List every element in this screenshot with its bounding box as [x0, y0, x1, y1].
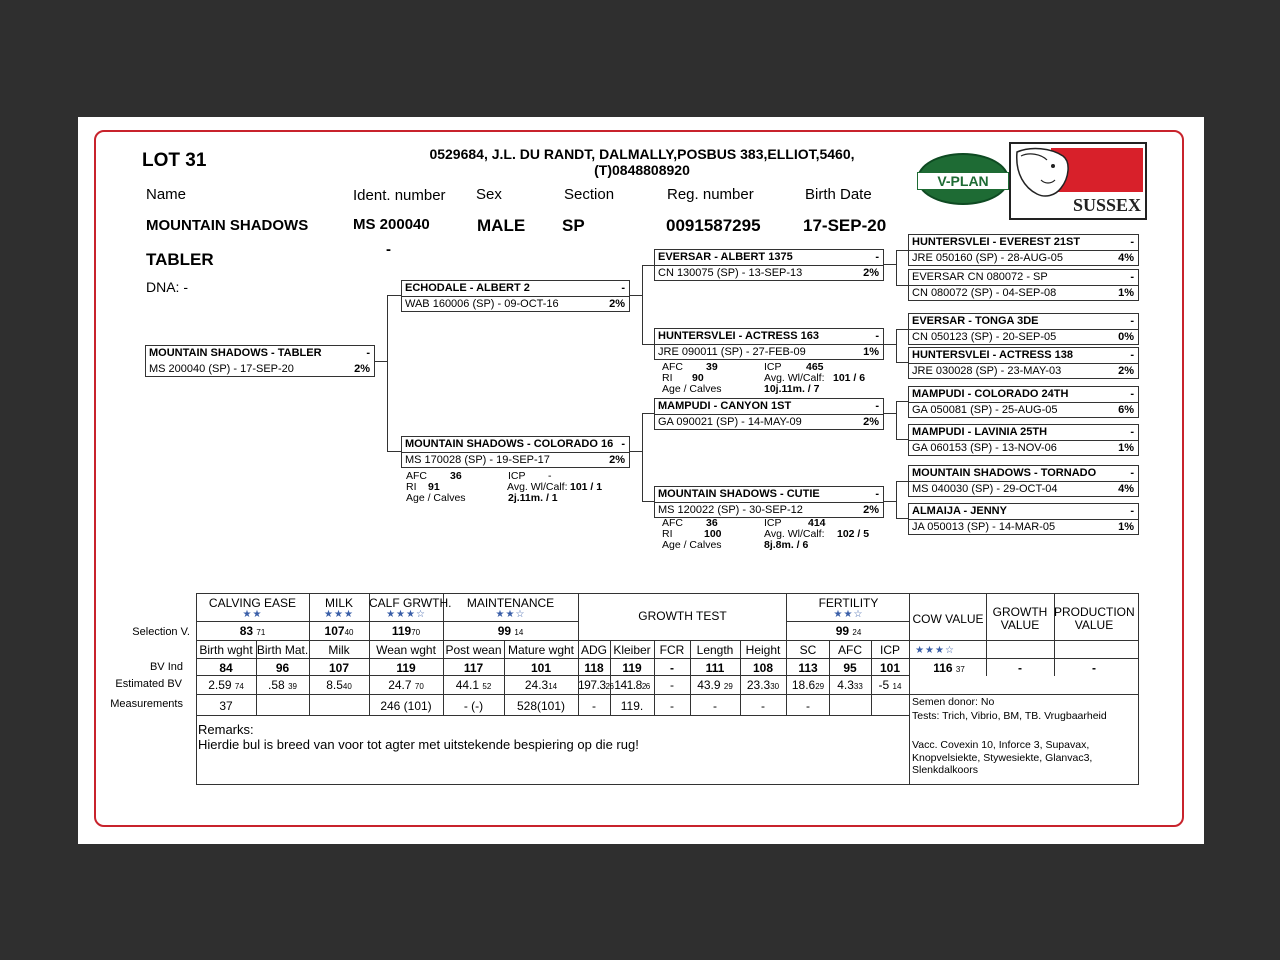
pedigree-g2: EVERSAR CN 080072 - SP - CN 080072 (SP) - 04-SEP-08 1%: [908, 269, 1139, 301]
pedigree-line: [896, 285, 908, 286]
animal-ident: MS 200040: [353, 216, 430, 233]
pedigree-line: [896, 329, 897, 363]
group-milk: MILK: [324, 596, 353, 610]
semen-donor: Semen donor: No: [912, 696, 995, 708]
pedigree-line: [896, 518, 908, 519]
row-label-selection: Selection V.: [132, 626, 190, 638]
tests-text: Tests: Trich, Vibrio, BM, TB. Vrugbaarheid: [912, 710, 1107, 722]
meas-adg: -: [592, 699, 596, 713]
pedigree-line: [896, 250, 908, 251]
breeding-value-table: [196, 593, 1139, 785]
row-label-estimated-bv: Estimated BV: [115, 678, 182, 690]
pedigree-line: [884, 264, 896, 265]
cow-value-stars-icon: ★★★☆: [915, 645, 955, 656]
pedigree-line: [896, 401, 908, 402]
sel-milk: 10740: [324, 624, 354, 638]
remarks-text: Hierdie bul is breed van voor tot agter met uitstekende bespiering op die rug!: [198, 737, 639, 752]
col-birth-mat: Birth Mat.: [256, 643, 309, 657]
pedigree-sire: ECHODALE - ALBERT 2 - WAB 160006 (SP) - 09-OCT-16 2%: [401, 280, 630, 312]
group-production-value: PRODUCTION VALUE: [1054, 605, 1135, 632]
pedigree-line: [642, 265, 654, 266]
group-maintenance: MAINTENANCE: [466, 596, 555, 610]
meas-wean-wght: 246 (101): [380, 699, 432, 713]
label-reg: Reg. number: [667, 186, 754, 203]
bvind-mature-wght: 101: [530, 661, 552, 675]
bvind-cow-value: 116 37: [933, 661, 965, 675]
pedigree-line: [896, 481, 897, 519]
pedigree-line: [642, 344, 654, 345]
bvind-afc: 95: [843, 661, 857, 675]
est-birth-mat: .58 39: [268, 678, 297, 692]
vplan-logo-text: V-PLAN: [917, 172, 1009, 190]
meas-length: -: [713, 699, 717, 713]
col-sc: SC: [799, 643, 817, 657]
col-birth-wght: Birth wght: [199, 643, 253, 657]
pedigree-g3: EVERSAR - TONGA 3DE - CN 050123 (SP) - 20-SEP-05 0%: [908, 313, 1139, 345]
est-fcr: -: [670, 678, 674, 692]
group-calf-growth: CALF GRWTH.: [369, 596, 452, 610]
pedigree-line: [387, 295, 401, 296]
animal-dna: DNA: -: [146, 279, 188, 295]
pedigree-g5: MAMPUDI - COLORADO 24TH - GA 050081 (SP) - 25-AUG-05 6%: [908, 386, 1139, 418]
dam-performance: AFC 36 ICP - RI 91 Avg. Wl/Calf: 101 / 1 Age / Calves 2j.11m. / 1: [406, 470, 603, 504]
animal-section: SP: [562, 216, 585, 235]
pedigree-line: [896, 250, 897, 286]
group-growth-value: GROWTH VALUE: [992, 605, 1048, 632]
maintenance-stars-icon: ★★☆: [495, 609, 526, 620]
meas-kleiber: 119.: [620, 699, 644, 713]
bvind-height: 108: [752, 661, 774, 675]
est-height: 23.330: [746, 678, 780, 692]
col-post-wean: Post wean: [445, 643, 502, 657]
pedigree-line: [896, 481, 908, 482]
label-ident: Ident. number: [353, 187, 446, 204]
meas-fcr: -: [670, 699, 674, 713]
group-cow-value: COW VALUE: [912, 612, 984, 626]
bvind-birth-mat: 96: [275, 661, 290, 675]
owner-line-1: 0529684, J.L. DU RANDT, DALMALLY,POSBUS 383,ELLIOT,5460,: [429, 146, 855, 162]
animal-sex: MALE: [477, 216, 526, 235]
pedigree-line: [630, 295, 642, 296]
row-label-bv-ind: BV Ind: [149, 661, 183, 673]
pedigree-line: [884, 501, 896, 502]
est-kleiber: 141.826: [614, 678, 650, 692]
col-afc: AFC: [838, 643, 862, 657]
bvind-sc: 113: [798, 661, 818, 675]
est-milk: 8.540: [326, 678, 352, 692]
pedigree-line: [630, 451, 642, 452]
owner-line-2: (T)0848808920: [594, 162, 690, 178]
vaccination-text: Vacc. Covexin 10, Inforce 3, Supavax, Knopvelsiekte, Stywesiekte, Glanvac3, Slenkdalkoors: [912, 739, 1093, 776]
pedigree-line: [896, 362, 908, 363]
pedigree-g1: HUNTERSVLEI - EVEREST 21ST - JRE 050160 (SP) - 28-AUG-05 4%: [908, 234, 1139, 266]
group-fertility: FERTILITY: [818, 596, 879, 610]
animal-birth: 17-SEP-20: [803, 216, 887, 235]
pedigree-line: [642, 265, 643, 345]
row-label-measurements: Measurements: [110, 698, 183, 710]
label-section: Section: [564, 186, 615, 203]
pedigree-line: [896, 329, 908, 330]
est-adg: 197.326: [578, 678, 614, 692]
label-sex: Sex: [476, 186, 502, 203]
est-icp: -5 14: [878, 678, 902, 692]
bvind-wean-wght: 119: [396, 661, 416, 675]
milk-stars-icon: ★★★: [324, 609, 354, 620]
group-calving-ease: CALVING EASE: [208, 596, 297, 610]
col-length: Length: [696, 643, 734, 657]
animal-name-2: TABLER: [146, 250, 214, 269]
pedigree-g6: MAMPUDI - LAVINIA 25TH - GA 060153 (SP) - 13-NOV-06 1%: [908, 424, 1139, 456]
bvind-post-wean: 117: [463, 661, 484, 675]
label-birth: Birth Date: [805, 186, 872, 203]
animal-name-1: MOUNTAIN SHADOWS: [146, 217, 309, 234]
col-fcr: FCR: [659, 643, 685, 657]
bvind-icp: 101: [879, 661, 901, 675]
sel-maint: 99 14: [497, 624, 524, 638]
pedigree-line: [642, 413, 654, 414]
col-icp: ICP: [879, 643, 900, 657]
group-growth-test: GROWTH TEST: [638, 609, 727, 623]
fertility-stars-icon: ★★☆: [833, 609, 864, 620]
pedigree-sire-dam: HUNTERSVLEI - ACTRESS 163 - JRE 090011 (SP) - 27-FEB-09 1%: [654, 328, 884, 360]
calf-growth-stars-icon: ★★★☆: [386, 609, 426, 620]
pedigree-line: [387, 451, 401, 452]
bvind-length: 111: [705, 661, 725, 675]
pedigree-line: [896, 401, 897, 440]
bvind-adg: 118: [584, 661, 604, 675]
bvind-milk: 107: [328, 661, 350, 675]
est-length: 43.9 29: [697, 678, 733, 692]
pedigree-dam-sire: MAMPUDI - CANYON 1ST - GA 090021 (SP) - 14-MAY-09 2%: [654, 398, 884, 430]
remarks-label: Remarks:: [198, 722, 254, 737]
owner-details: [402, 146, 882, 178]
sel-calf: 11970: [391, 624, 421, 638]
meas-post-wean: - (-): [463, 699, 484, 713]
meas-mature-wght: 528(101): [516, 699, 566, 713]
est-birth-wght: 2.59 74: [208, 678, 244, 692]
pedigree-g4: HUNTERSVLEI - ACTRESS 138 - JRE 030028 (SP) - 23-MAY-03 2%: [908, 347, 1139, 379]
bvind-fcr: -: [670, 661, 674, 675]
meas-birth-wght: 37: [219, 699, 233, 713]
bvind-kleiber: 119: [622, 661, 642, 675]
sel-calving: 83 71: [239, 624, 266, 638]
pedigree-g8: ALMAIJA - JENNY - JA 050013 (SP) - 14-MAR-05 1%: [908, 503, 1139, 535]
col-mature-wght: Mature wght: [507, 643, 575, 657]
animal-reg: 0091587295: [666, 216, 761, 235]
col-height: Height: [745, 643, 781, 657]
dam-dam-performance: AFC 36 ICP 414 RI 100 Avg. Wl/Calf: 102 / 5 Age / Calves 8j.8m. / 6: [662, 517, 870, 551]
pedigree-line: [642, 413, 643, 502]
pedigree-line: [642, 501, 654, 502]
pedigree-line: [375, 361, 387, 362]
sussex-logo-text: SUSSEX: [1072, 195, 1141, 215]
pedigree-g7: MOUNTAIN SHADOWS - TORNADO - MS 040030 (SP) - 29-OCT-04 4%: [908, 465, 1139, 497]
pedigree-line: [896, 439, 908, 440]
col-milk: Milk: [328, 643, 350, 657]
pedigree-self: MOUNTAIN SHADOWS - TABLER - MS 200040 (SP) - 17-SEP-20 2%: [145, 345, 375, 377]
est-afc: 4.333: [837, 678, 863, 692]
pedigree-line: [884, 344, 896, 345]
est-mature-wght: 24.314: [524, 678, 558, 692]
pedigree-line: [387, 295, 388, 452]
meas-sc: -: [806, 699, 810, 713]
label-name: Name: [146, 186, 187, 203]
meas-height: -: [761, 699, 765, 713]
col-kleiber: Kleiber: [613, 643, 651, 657]
pedigree-dam-dam: MOUNTAIN SHADOWS - CUTIE - MS 120022 (SP) - 30-SEP-12 2%: [654, 486, 884, 518]
sire-dam-performance: AFC 39 ICP 465 RI 90 Avg. Wl/Calf: 101 / 6 Age / Calves 10j.11m. / 7: [662, 361, 866, 395]
lot-number: LOT 31: [142, 150, 207, 171]
vplan-logo: [917, 153, 1009, 205]
sel-fertility: 99 24: [835, 624, 862, 638]
bvind-growth-value: -: [1018, 661, 1022, 675]
animal-ident-dash: -: [386, 241, 391, 258]
est-post-wean: 44.1 52: [455, 678, 492, 692]
pedigree-dam: MOUNTAIN SHADOWS - COLORADO 16 - MS 170028 (SP) - 19-SEP-17 2%: [401, 436, 630, 468]
col-wean-wght: Wean wght: [376, 643, 436, 657]
calving-ease-stars-icon: ★★: [242, 609, 263, 620]
bvind-production-value: -: [1092, 661, 1096, 675]
bvind-birth-wght: 84: [219, 661, 233, 675]
pedigree-sire-sire: EVERSAR - ALBERT 1375 - CN 130075 (SP) - 13-SEP-13 2%: [654, 249, 884, 281]
pedigree-line: [884, 413, 896, 414]
est-wean-wght: 24.7 70: [388, 678, 424, 692]
col-adg: ADG: [580, 643, 607, 657]
sussex-logo: [1009, 142, 1147, 220]
est-sc: 18.629: [791, 678, 825, 692]
